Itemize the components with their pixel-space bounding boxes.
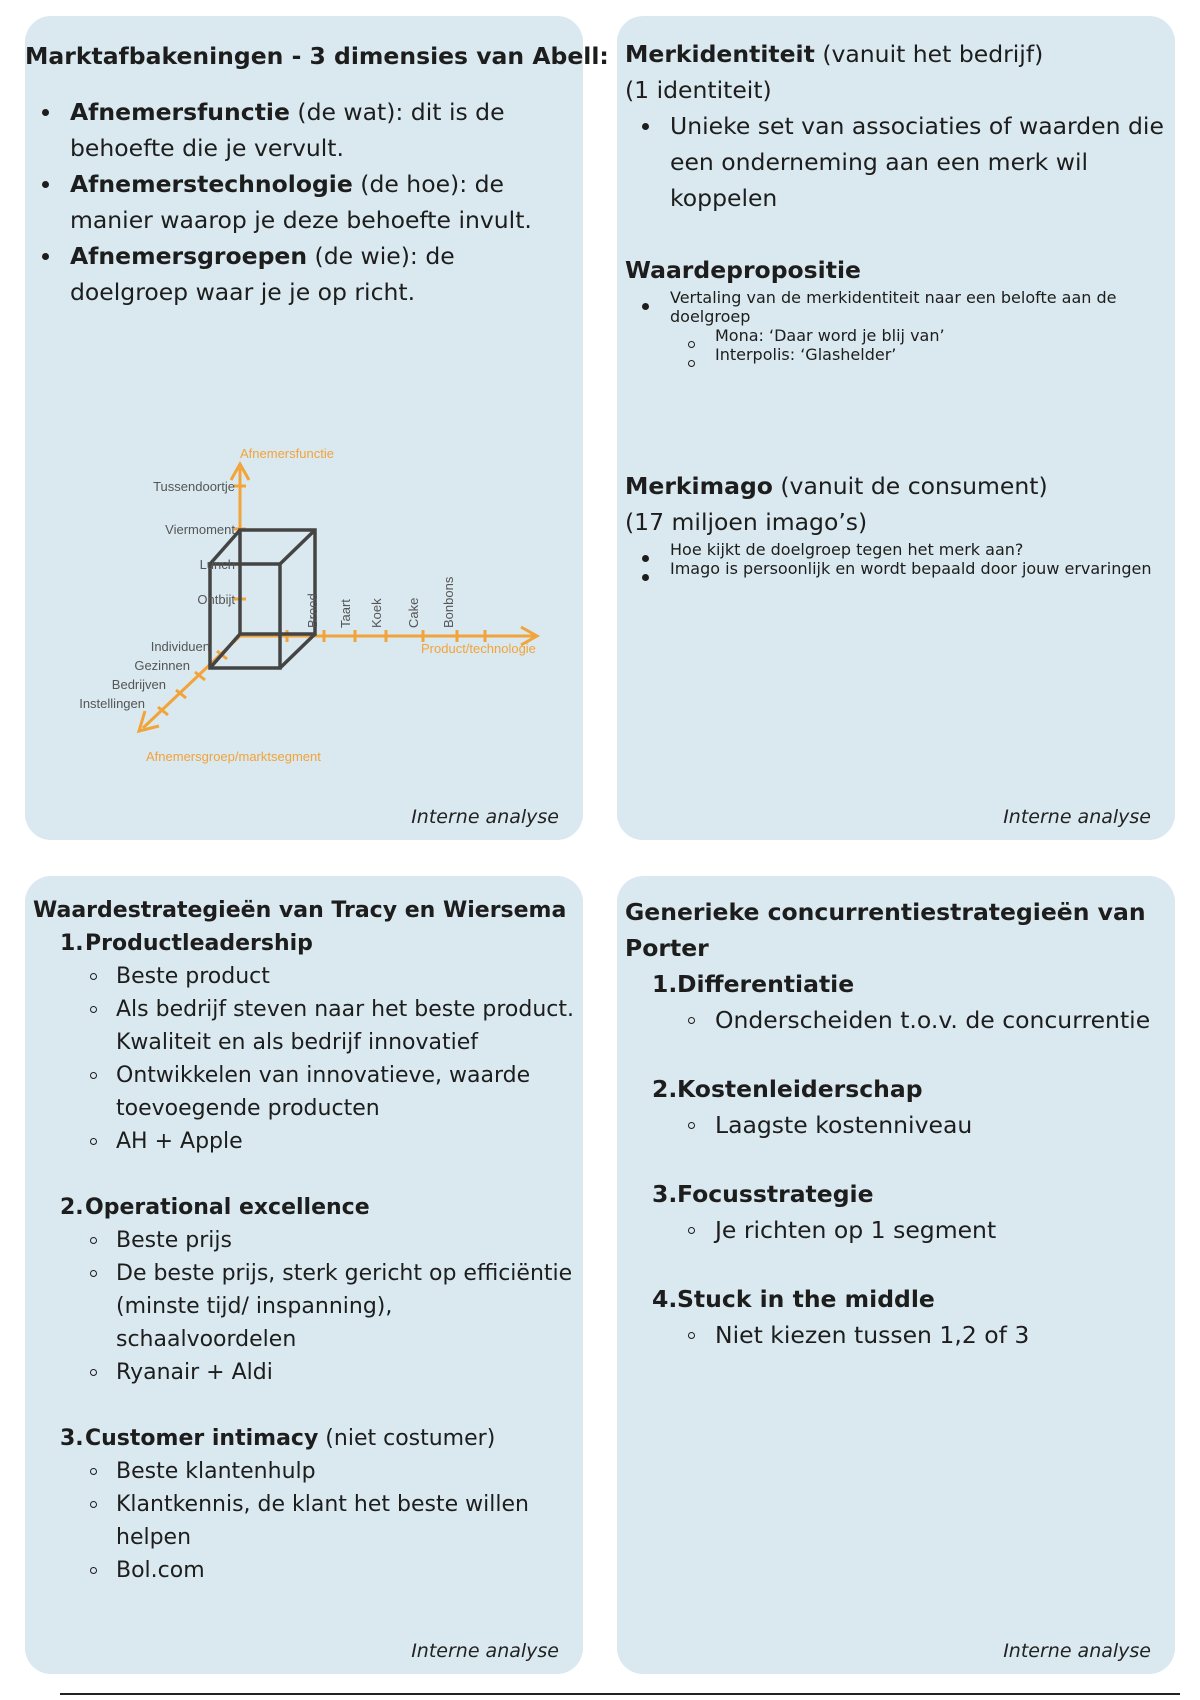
card-title: Generieke concurrentiestrategieën van Porter — [625, 898, 1146, 962]
product-label: Brood — [305, 593, 320, 628]
card-merk — [617, 16, 1175, 840]
strategy-number: 2. — [652, 1075, 678, 1103]
list-item: Bol.com — [33, 1554, 578, 1587]
definition: (de hoe): de manier waarop je deze behoefte invult. — [70, 170, 532, 234]
group-label: Instellingen — [79, 696, 145, 711]
term: Afnemerstechnologie — [70, 170, 353, 198]
list-item: De beste prijs, sterk gericht op efficiëntie (minste tijd/ inspanning), schaalvoordelen — [33, 1257, 578, 1356]
strategy-heading — [33, 1191, 578, 1224]
card-title: Waardestrategieën van Tracy en Wiersema — [33, 898, 567, 923]
section-merkidentiteit — [625, 36, 1170, 216]
list-item: AH + Apple — [33, 1125, 578, 1158]
section-subtitle: (17 miljoen imago’s) — [625, 508, 868, 536]
page-divider — [60, 1693, 1180, 1695]
strategy-title: Differentiatie — [677, 970, 855, 998]
strategy-heading — [33, 1422, 578, 1455]
card-footer: Interne analyse — [411, 1640, 559, 1662]
card-footer: Interne analyse — [1003, 1640, 1151, 1662]
function-label: Viermoment — [165, 522, 235, 537]
section-merkimago — [625, 468, 1170, 578]
list-item: Beste product — [33, 960, 578, 993]
card-footer: Interne analyse — [1003, 806, 1151, 828]
card-abell — [25, 16, 609, 840]
abell-dimension-list — [25, 94, 575, 310]
section-title-note: (vanuit de consument) — [772, 472, 1048, 500]
x-axis-label: Product/technologie — [421, 641, 536, 656]
strategy-heading — [625, 1281, 1170, 1317]
card-porter — [617, 876, 1175, 1674]
function-label: Ontbijt — [197, 592, 235, 607]
list-item: Ryanair + Aldi — [33, 1356, 578, 1389]
product-label: Taart — [338, 599, 353, 628]
function-label: Lunch — [199, 557, 235, 572]
sub-list-item: Mona: ‘Daar word je blij van’ — [625, 326, 1170, 345]
card-title: Marktafbakeningen - 3 dimensies van Abell: — [25, 42, 609, 70]
strategy-title: Stuck in the middle — [677, 1285, 935, 1313]
strategy-number: 3. — [60, 1426, 84, 1451]
definition: (de wie): de doelgroep waar je je op richt. — [70, 242, 455, 306]
group-label: Bedrijven — [111, 677, 166, 692]
product-label: Koek — [369, 598, 384, 628]
strategy-number: 3. — [652, 1180, 678, 1208]
section-title: Waardepropositie — [625, 256, 861, 284]
card-footer: Interne analyse — [411, 806, 559, 828]
list-item: Imago is persoonlijk en wordt bepaald door jouw ervaringen — [625, 559, 1170, 578]
list-item: Je richten op 1 segment — [625, 1212, 1170, 1248]
strategy-heading — [625, 1176, 1170, 1212]
list-item: Beste prijs — [33, 1224, 578, 1257]
strategy-title-note: (niet costumer) — [318, 1426, 496, 1451]
strategy-heading — [625, 1071, 1170, 1107]
list-item: Hoe kijkt de doelgroep tegen het merk aan? — [625, 540, 1170, 559]
z-axis-label: Afnemersgroep/marktsegment — [146, 749, 321, 764]
strategy-heading — [625, 966, 1170, 1002]
section-title-note: (vanuit het bedrijf) — [814, 40, 1044, 68]
section-title: Merkimago — [625, 472, 773, 500]
sub-list-item: Interpolis: ‘Glashelder’ — [625, 345, 1170, 364]
list-item: Vertaling van de merkidentiteit naar een belofte aan de doelgroep — [625, 288, 1170, 326]
list-item — [25, 94, 575, 166]
list-item: Niet kiezen tussen 1,2 of 3 — [625, 1317, 1170, 1353]
strategy-number: 4. — [652, 1285, 678, 1313]
y-axis-label: Afnemersfunctie — [240, 446, 334, 461]
list-item — [25, 166, 575, 238]
strategy-number: 2. — [60, 1195, 84, 1220]
group-label: Individuen — [150, 639, 210, 654]
product-label: Bonbons — [441, 576, 456, 628]
list-item: Unieke set van associaties of waarden die een onderneming aan een merk wil koppelen — [625, 108, 1170, 216]
list-item: Beste klantenhulp — [33, 1455, 578, 1488]
list-item — [25, 238, 575, 310]
term: Afnemersfunctie — [70, 98, 290, 126]
strategy-title: Productleadership — [85, 931, 313, 956]
strategy-title: Kostenleiderschap — [677, 1075, 923, 1103]
list-item: Laagste kostenniveau — [625, 1107, 1170, 1143]
section-title: Merkidentiteit — [625, 40, 815, 68]
list-item: Ontwikkelen van innovatieve, waarde toevoegende producten — [33, 1059, 578, 1125]
group-label: Gezinnen — [134, 658, 190, 673]
card-tracy-wiersema — [25, 876, 583, 1674]
list-item: Klantkennis, de klant het beste willen helpen — [33, 1488, 578, 1554]
function-label: Tussendoortje — [153, 479, 235, 494]
list-item: Onderscheiden t.o.v. de concurrentie — [625, 1002, 1170, 1038]
strategy-title: Customer intimacy — [85, 1426, 319, 1451]
strategy-title: Operational excellence — [85, 1195, 370, 1220]
term: Afnemersgroepen — [70, 242, 308, 270]
strategy-number: 1. — [60, 931, 84, 956]
abell-diagram — [25, 436, 583, 776]
section-subtitle: (1 identiteit) — [625, 76, 772, 104]
product-label: Cake — [406, 597, 421, 628]
strategy-number: 1. — [652, 970, 678, 998]
strategy-title: Focusstrategie — [677, 1180, 874, 1208]
section-waardepropositie — [625, 252, 1170, 364]
strategy-heading — [33, 927, 578, 960]
definition: (de wat): dit is de behoefte die je vervult. — [70, 98, 505, 162]
list-item: Als bedrijf steven naar het beste product. Kwaliteit en als bedrijf innovatief — [33, 993, 578, 1059]
